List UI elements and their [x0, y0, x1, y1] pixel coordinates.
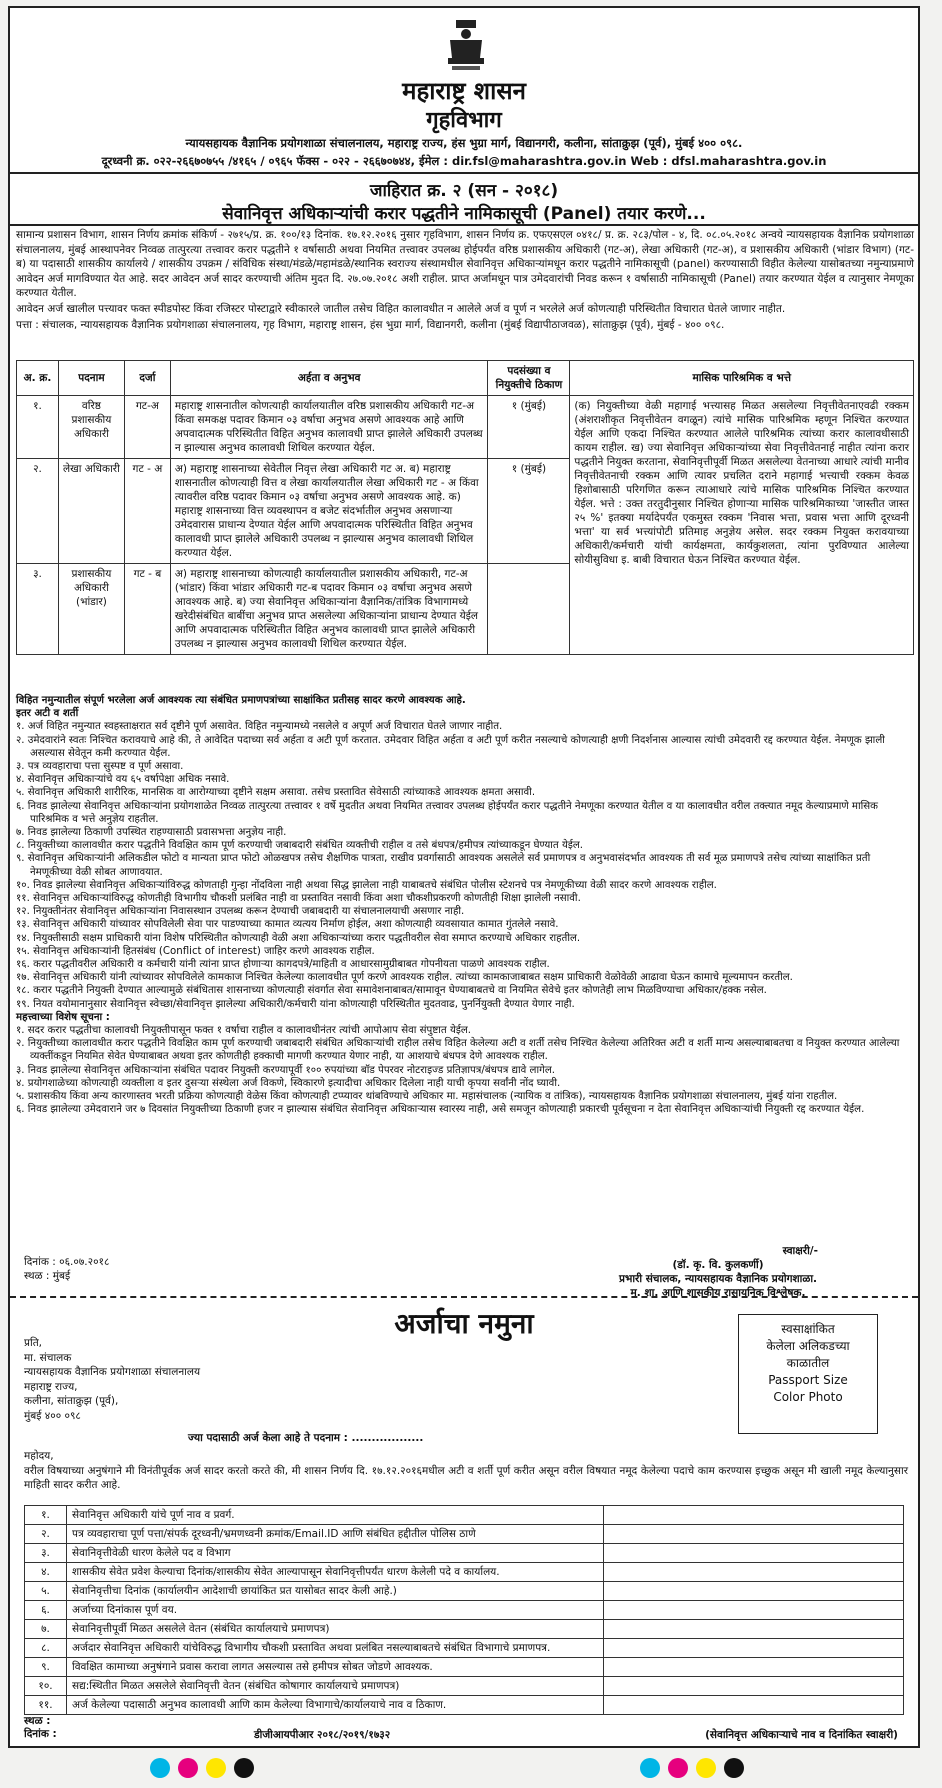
- form-row-value-field[interactable]: [604, 1506, 904, 1525]
- notes-heading: महत्त्वाच्या विशेष सूचना :: [16, 1011, 110, 1023]
- addressee-line: प्रति,: [24, 1337, 43, 1349]
- term-item: ६. निवड झालेल्या सेवानिवृत्त अधिकाऱ्यांना प्रयोगशाळेत निव्वळ तात्पुरत्या तत्त्वावर १ वर्षे मुदतीत अथवा नियमित तत्त्वावर उपलब्ध होईपर्यंत करार पद्धतीने नेमणूका करण्यात येतील व या कालावधीत वरील तक्त्यात नमूद केल्याप्रमाणे मासिक पारिश्रमिक व भत्ते अनुज्ञेय राहतील.: [16, 800, 879, 825]
- photo-text: केलेला अलिकडच्या: [766, 1339, 850, 1353]
- issue-date-place: [24, 1255, 109, 1283]
- addressee-block: [24, 1336, 200, 1423]
- govt-title: महाराष्ट्र शासन: [402, 77, 526, 105]
- form-row-value-field[interactable]: [604, 1582, 904, 1601]
- cell-grade: गट - ब: [124, 564, 170, 655]
- term-item: ३. पत्र व्यवहाराचा पत्ता सुस्पष्ट व पूर्ण असावा.: [16, 761, 184, 773]
- photo-text: Passport Size: [768, 1373, 848, 1387]
- form-row-label: अर्जदार सेवानिवृत्त अधिकारी यांचेविरुद्ध विभागीय चौकशी प्रस्तावित अथवा प्रलंबित नसल्याबाबतचे संबंधित विभागाचे प्रमाणपत्र.: [67, 1639, 604, 1658]
- form-row-number: ९.: [25, 1658, 67, 1677]
- photo-text: काळातील: [786, 1356, 830, 1370]
- cell-serial: ३.: [17, 564, 59, 655]
- form-row: [25, 1506, 904, 1525]
- request-paragraph: वरील विषयाच्या अनुषंगाने मी विनंतीपूर्वक अर्ज सादर करतो करते की, मी शासन निर्णय दि. १७.१२.२०१६मधील अटी व शर्ती पूर्ण करीत असून वरील विषयात नमूद केलेल्या पदाचे काम करण्यास इच्छुक असून मी खाली नमूद केल्यानुसार माहिती सादर करीत आहे.: [24, 1464, 908, 1491]
- term-item: १५. सेवानिवृत्त अधिकाऱ्यांनी हितसंबंध (Conflict of interest) जाहिर करणे आवश्यक राहील.: [16, 945, 375, 957]
- state-emblem-icon: [442, 18, 490, 76]
- intro-paragraph: सामान्य प्रशासन विभाग, शासन निर्णय क्रमांक संकिर्ण - २७१५/प्र. क्र. १००/१३ दिनांक. १७.१२.२०१६ नुसार गृहविभाग, शासन निर्णय क्र. एफएसएल ०४१८/ प्र. क्र. २८३/पोल - ४, दि. ०८.०५.२०१८ अन्वये न्यायसहायक वैज्ञानिक प्रयोगशाळा संचालनालय, मुंबई आस्थापनेवर निव्वळ तात्पुरत्या तत्त्वावर करार पद्धतीने १ वर्षासाठी अथवा नियमित तत्त्वावर उपलब्ध होईपर्यंत वरिष्ठ प्रशासकीय अधिकारी (गट-अ), लेखा अधिकारी (गट-अ), व प्रशासकीय अधिकारी (भांडार विभाग) (गट-ब) या पदासाठी शासकीय कार्यालये / शासकीय उपक्रम / संविधिक संस्था/मंडळे/महामंडळे/स्थानिक स्वराज्य संस्थामधील सेवानिवृत्त अधिकाऱ्यांमधून करार पद्धतीने नामिकासूची (panel) करण्यासाठी विहीत केलेल्या यासोबतच्या नमुन्याप्रमाणे आवेदन अर्ज मागविण्यात येत आहे. सदर आवेदन अर्ज सादर करण्याची अंतिम मुदत दि. २७.०७.२०१८ अशी राहील. प्राप्त अर्जामधून पात्र उमेदवारांची निवड करून १ वर्षासाठी नामिकासूची (Panel) तयार करण्यात येईल व त्यानुसार नेमणूका करण्यात येतील.: [16, 229, 914, 300]
- advertisement-page: [8, 6, 920, 1748]
- cell-grade: गट - अ: [124, 459, 170, 564]
- form-row-value-field[interactable]: [604, 1525, 904, 1544]
- photo-text: Color Photo: [773, 1390, 843, 1404]
- cell-count: १ (मुंबई): [488, 396, 570, 459]
- term-item: १६. करार पद्धतीवरील अधिकारी व कर्मचारी यांनी त्यांना प्राप्त होणाऱ्या कागदपत्रे/माहिती व आधारसामुग्रीबाबत गोपनीयता पाळणे आवश्यक राहील.: [16, 959, 550, 971]
- term-item: ७. निवड झालेल्या ठिकाणी उपस्थित राहण्यासाठी प्रवासभत्ता अनुज्ञेय नाही.: [16, 827, 287, 839]
- office-address: न्यायसहायक वैज्ञानिक प्रयोगशाळा संचालनालय, महाराष्ट्र राज्य, हंस भुग्रा मार्ग, विद्यानगरी, कलीना, सांताक्रुझ (पूर्व), मुंबई ४०० ०९८.: [185, 136, 743, 150]
- issue-date: दिनांक : ०६.०७.२०१८: [24, 1256, 110, 1268]
- form-row-value-field[interactable]: [604, 1620, 904, 1639]
- form-row: [25, 1677, 904, 1696]
- signatory-name: (डॉ. कृ. वि. कुलकर्णी): [672, 1259, 764, 1271]
- form-row-label: सेवानिवृत्तीवेळी धारण केलेले पद व विभाग: [67, 1544, 604, 1563]
- form-row: [25, 1601, 904, 1620]
- cell-qualification: अ) महाराष्ट्र शासनाच्या सेवेतील निवृत्त लेखा अधिकारी गट अ. ब) महाराष्ट्र शासनातील कोणत्याही वित्त व लेखा कार्यालयातील लेखा अधिकारी गट - अ किंवा त्यावरील वरिष्ठ पदावर किमान ०३ वर्षाचा अनुभव असणे आवश्यक आहे. क) महाराष्ट्र शासनाच्या वित्त व्यवस्थापन व बजेट संदर्भातील अनुभव असणाऱ्या उमेदवारास प्राधान्य देण्यात येईल आणि अपवादात्मक परिस्थितीत विहित अनुभव कालावधी प्राप्त झालेले अधिकारी उपलब्ध न झाल्यास अनुभव कालावधी शिथिल करण्यात येईल.: [170, 459, 488, 564]
- divider: [10, 172, 918, 174]
- print-mark-cyan: [150, 1758, 170, 1778]
- term-item: ८. नियुक्तीच्या कालावधीत करार पद्धतीने विवक्षित काम पूर्ण करण्याची जबाबदारी संबंधित व्यक्तीची राहील व तसे बंधपत्र/हमीपत्र त्यांच्याकडून घेण्यात येईल.: [16, 840, 584, 852]
- form-row-number: १०.: [25, 1677, 67, 1696]
- cell-serial: १.: [17, 396, 59, 459]
- addressee-line: न्यायसहायक वैज्ञानिक प्रयोगशाळा संचालनालय: [24, 1366, 201, 1378]
- cell-post: लेखा अधिकारी: [58, 459, 124, 564]
- intro-address: पत्ता : संचालक, न्यायसहायक वैज्ञानिक प्रयोगशाळा संचालनालय, गृह विभाग, महाराष्ट्र शासन, हंस भुग्रा मार्ग, विद्यानगरी, कलीना (मुंबई विद्यापीठाजवळ), सांताक्रुझ (पूर्व), मुंबई - ४०० ०९८.: [16, 318, 725, 331]
- request-text: [24, 1449, 908, 1493]
- form-row: [25, 1620, 904, 1639]
- note-item: ६. निवड झालेल्या उमेदवाराने जर ७ दिवसांत नियुक्तीच्या ठिकाणी हजर न झाल्यास संबंधित सेवानिवृत्त अधिकाऱ्यास स्वारस्य नाही, असे समजून कोणत्याही प्रकारची पूर्वसूचना न देता सेवानिवृत्त अधिकाऱ्यांची नियुक्ती रद्द करण्यात येईल.: [16, 1104, 865, 1116]
- terms-lead: विहित नमुन्यातील संपूर्ण भरलेला अर्ज आवश्यक त्या संबंधित प्रमाणपत्रांच्या साक्षांकित प्रतीसह सादर करणे आवश्यक आहे.: [16, 695, 466, 706]
- form-date: दिनांक :: [24, 1728, 57, 1740]
- form-footer: [24, 1715, 57, 1741]
- cell-qualification: अ) महाराष्ट्र शासनाच्या कोणत्याही कार्यालयातील प्रशासकीय अधिकारी, गट-अ (भांडार) किंवा भांडार अधिकारी गट-ब पदावर किमान ०३ वर्षाचा अनुभव असणे आवश्यक आहे. ब) ज्या सेवानिवृत्त अधिकाऱ्यांना वैज्ञानिक/तांत्रिक विभागामध्ये खरेदीसंबंधित बाबींचा अनुभव प्राप्त असलेल्या अधिकाऱ्यांना प्राधान्य देण्यात येईल आणि अपवादात्मक परिस्थितीत विहित अनुभव कालावधी प्राप्त झालेले अधिकारी उपलब्ध न झाल्यास अनुभव कालावधी शिथिल करण्यात येईल.: [170, 564, 488, 655]
- form-row-value-field[interactable]: [604, 1696, 904, 1715]
- form-row-number: ४.: [25, 1563, 67, 1582]
- cell-post: प्रशासकीय अधिकारी (भांडार): [58, 564, 124, 655]
- form-row-label: सेवानिवृत्तीपूर्वी मिळत असलेले वेतन (संबंधित कार्यालयाचे प्रमाणपत्र): [67, 1620, 604, 1639]
- table-row: [17, 396, 914, 459]
- term-item: १७. सेवानिवृत्त अधिकारी यांनी त्यांच्यावर सोपविलेले कामकाज निश्चित केलेल्या कालावधीत पूर्ण करणे आवश्यक राहील. त्यांच्या कामकाजाबाबत सक्षम प्राधिकारी वेळोवेळी आढावा घेऊन कामाचे मूल्यमापन करतील.: [16, 972, 793, 984]
- terms-list: [16, 720, 914, 1010]
- header-serial: अ. क्र.: [17, 361, 59, 396]
- header-pay: मासिक पारिश्रमिक व भत्ते: [570, 361, 914, 396]
- term-item: १९. नियत वयोमानानुसार सेवानिवृत्त स्वेच्छा/सेवानिवृत्त झालेल्या अधिकारी/कर्मचारी यांना कोणत्याही परिस्थितीत मुदतवाढ, पुनर्नियुक्ती देण्यात येणार नाही.: [16, 998, 575, 1010]
- form-place: स्थळ :: [24, 1715, 51, 1727]
- advert-number: जाहिरात क्र. २ (सन - २०१८): [369, 181, 559, 201]
- photo-text: स्वसाक्षांकित: [781, 1322, 835, 1336]
- form-row-number: ८.: [25, 1639, 67, 1658]
- form-row-value-field[interactable]: [604, 1658, 904, 1677]
- form-row-label: सेवानिवृत्तीचा दिनांक (कार्यालयीन आदेशाची छायांकित प्रत यासोबत सादर केली आहे.): [67, 1582, 604, 1601]
- signature-block: [558, 1244, 878, 1300]
- print-mark-magenta: [178, 1758, 198, 1778]
- note-item: ४. प्रयोगशाळेच्या कोणत्याही व्यक्तीला व इतर दुसऱ्या संस्थेला अर्ज विकणे, स्विकारणे इत्यादीचा अधिकार दिलेला नाही याची कृपया सर्वांनी नोंद घ्यावी.: [16, 1077, 561, 1089]
- photo-placeholder: [738, 1314, 878, 1434]
- addressee-line: महाराष्ट्र राज्य,: [24, 1380, 78, 1393]
- cell-pay: (क) नियुक्तीच्या वेळी महागाई भत्त्यासह मिळत असलेल्या निवृत्तीवेतनाएवढी रक्कम (अंशराशीकृत निवृत्तीवेतन वगळून) त्यांचे मासिक पारिश्रमिक म्हणून निश्चित करण्यात येईल आणि एकदा निश्चित करण्यात आलेले पारिश्रमिक त्यांच्या करार कालावधीसाठी कायम राहील. ख) ज्या सेवानिवृत्त अधिकाऱ्यांच्या सेवा निवृत्तीवेतनार्ह नाहीत त्यांना करार पद्धतीने नियुक्त करताना, सेवानिवृत्तीपूर्वी मिळत असलेल्या वेतनाच्या आधारे त्यांची मानीव निवृत्तीवेतनाची रक्कम आणि त्यावर प्रचलित दराने महागाई भत्त्याची रक्कम केवळ हिशोबासाठी परिगणित करून त्याआधारे त्यांचे मासिक पारिश्रमिक निश्चित करण्यात येईल. भत्ते : उक्त तरतुदीनुसार निश्चित होणाऱ्या मासिक पारिश्रमिकाच्या 'जास्तीत जास्त २५ %' इतक्या मर्यादेपर्यंत एकमुस्त रक्कम 'निवास भत्ता, प्रवास भत्ता आणि दूरध्वनी भत्ता' या सर्व भत्त्यांपोटी प्रतिमाह अनुज्ञेय असेल. सदर रक्कम नियुक्त करावयाच्या अधिकारी/कर्मचारी यांची कार्यक्षमता, कार्यकुशलता, त्यांना पुरविण्यात आलेल्या सोयीसुविधा इ. बाबी विचारात घेऊन निश्चित करण्यात येईल.: [570, 396, 914, 655]
- term-item: २. उमेदवारांने स्वतः निश्चित करावयाचे आहे की, ते आवेदित पदाच्या सर्व अर्हता व अटी पूर्ण करतात. उमेदवार विहित अर्हता व अटी पूर्ण करीत नसल्याचे कोणत्याही क्षणी निदर्शनास आल्यास त्यांची उमेदवारी रद्द करण्यात येईल. नेमणूक झाली असल्यास सेवेतून कमी करण्यात येईल.: [16, 734, 885, 759]
- form-row: [25, 1525, 904, 1544]
- signatory-designation: प्रभारी संचालक, न्यायसहायक वैज्ञानिक प्रयोगशाळा.: [618, 1273, 818, 1285]
- salutation: महोदय,: [24, 1450, 54, 1462]
- divider: [10, 1296, 918, 1298]
- intro-text: [16, 228, 914, 333]
- print-mark-magenta: [668, 1758, 688, 1778]
- form-title: अर्जाचा नमुना: [394, 1307, 534, 1340]
- divider: [10, 224, 918, 226]
- form-row-number: ११.: [25, 1696, 67, 1715]
- form-row-number: १.: [25, 1506, 67, 1525]
- addressee-line: मा. संचालक: [24, 1351, 72, 1364]
- term-item: १०. निवड झालेल्या सेवानिवृत्त अधिकाऱ्यांविरुद्ध कोणताही गुन्हा नोंदविला नाही अथवा सिद्ध झालेला नाही याबाबतचे संबंधित पोलीस स्टेशनचे पत्र नेमणूकीच्या वेळी सादर करणे आवश्यक राहील.: [16, 879, 717, 891]
- cell-count: १ (मुंबई): [488, 459, 570, 564]
- term-item: ९. सेवानिवृत्त अधिकाऱ्यांनी अलिकडील फोटो व मान्यता प्राप्त फोटो ओळखपत्र तसेच शैक्षणिक पात्रता, राखीव प्रवर्गासाठी आवश्यक असलेले सर्व प्रमाणपत्र व अनुभवासंदर्भात आवश्यक ती सर्व मूळ प्रमाणपत्रे तसेच त्यांच्या साक्षांकित प्रती नेमणूकीच्या वेळी सोबत आणावयात.: [16, 853, 871, 878]
- print-mark-yellow: [696, 1758, 716, 1778]
- form-row-label: सेवानिवृत्त अधिकारी यांचे पूर्ण नाव व प्रवर्ग.: [67, 1506, 604, 1525]
- form-row-value-field[interactable]: [604, 1601, 904, 1620]
- department-title: गृहविभाग: [426, 108, 502, 133]
- form-row: [25, 1639, 904, 1658]
- print-mark-black: [234, 1758, 254, 1778]
- form-row: [25, 1658, 904, 1677]
- term-item: ११. सेवानिवृत्त अधिकाऱ्यांविरुद्ध कोणतीही विभागीय चौकशी प्रलंबित नाही वा प्रस्तावित नसावी किंवा अशा चौकशीप्रकरणी कोणतीही शिक्षा झालेली नसावी.: [16, 893, 581, 905]
- form-row-value-field[interactable]: [604, 1677, 904, 1696]
- form-row-label: सद्य:स्थितीत मिळत असलेले सेवानिवृत्ती वेतन (संबंधित कोषागार कार्यालयाचे प्रमाणपत्र): [67, 1677, 604, 1696]
- cell-serial: २.: [17, 459, 59, 564]
- cell-count: [488, 564, 570, 655]
- office-contact: दूरध्वनी क्र. ०२२-२६६७०७५५ /४१६५ / ०९६५ फॅक्स - ०२२ - २६६७०७४४, ईमेल : dir.fsl@maharashtra.gov.in Web : dfsl.maharashtra.gov.in: [101, 154, 827, 168]
- header-grade: दर्जा: [124, 361, 170, 396]
- note-item: २. नियुक्तीच्या कालावधीत करार पद्धतीने विवक्षित काम पूर्ण करण्याची जबाबदारी संबंधित अधिकाऱ्यांची राहील तसेच विहित केलेल्या अटी व शर्ती तसेच निश्चित केलेल्या अतिरिक्त अटी व शर्ती मान्य असल्याबाबतचा व नियुक्त करण्यात आलेल्या व्यक्तींकडून नियमित सेवेत घेण्याबाबत अथवा इतर कोणतीही हक्काची मागणी करण्यात येणार नाही, या आशयाचे बंधपत्र देणे आवश्यक राहील.: [16, 1038, 900, 1063]
- header-count: पदसंख्या व नियुक्तीचे ठिकाण: [488, 361, 570, 396]
- signature-label: स्वाक्षरी/-: [782, 1245, 818, 1257]
- cell-grade: गट-अ: [124, 396, 170, 459]
- term-item: ५. सेवानिवृत्त अधिकारी शारीरिक, मानसिक वा आरोग्याच्या दृष्टीने सक्षम असावा. तसेच प्रस्तावित सेवेसाठी त्यांच्याकडे आवश्यक क्षमता असावी.: [16, 787, 536, 799]
- form-row-label: शासकीय सेवेत प्रवेश केल्याचा दिनांक/शासकीय सेवेत आल्यापासून सेवानिवृत्तीपर्यंत धारण केलेली पदे व कार्यालय.: [67, 1563, 604, 1582]
- form-row-label: अर्ज केलेल्या पदासाठी अनुभव कालावधी आणि काम केलेल्या विभागाचे/कार्यालयाचे नाव व ठिकाण.: [67, 1696, 604, 1715]
- table-header-row: [17, 361, 914, 396]
- form-row: [25, 1696, 904, 1715]
- form-row-number: २.: [25, 1525, 67, 1544]
- form-row-value-field[interactable]: [604, 1639, 904, 1658]
- form-row-value-field[interactable]: [604, 1544, 904, 1563]
- form-row: [25, 1563, 904, 1582]
- note-item: ३. निवड झालेल्या सेवानिवृत्त अधिकाऱ्यांना संबंधित पदावर नियुक्ती करण्यापूर्वी १०० रुपयांच्या बॉड पेपरवर नोटराइज्ड प्रतिज्ञापत्र/बंधपत्र द्यावे लागेल.: [16, 1064, 555, 1076]
- term-item: १४. नियुक्तीसाठी सक्षम प्राधिकारी यांना विशेष परिस्थितीत कोणत्याही वेळी अशा अधिकाऱ्यांच्या करार पद्धतीवरील सेवा समाप्त करण्याचे अधिकार राहतील.: [16, 932, 581, 944]
- terms-heading: इतर अटी व शर्ती: [16, 708, 79, 720]
- form-row-label: अर्जाच्या दिनांकास पूर्ण वय.: [67, 1601, 604, 1620]
- header-qualification: अर्हता व अनुभव: [170, 361, 488, 396]
- form-row-label: विवक्षित कामाच्या अनुषंगाने प्रवास करावा लागत असल्यास तसे हमीपत्र सोबत जोडणे आवश्यक.: [67, 1658, 604, 1677]
- addressee-line: कलीना, सांताक्रुझ (पूर्व),: [24, 1395, 119, 1407]
- posts-table: [16, 360, 914, 655]
- note-item: १. सदर करार पद्धतीचा कालावधी नियुक्तीपासून फक्त १ वर्षाचा राहील व कालावधीनंतर त्यांची आपोआप सेवा संपुष्टात येईल.: [16, 1025, 472, 1037]
- term-item: १३. सेवानिवृत्त अधिकारी यांच्यावर सोपविलेली सेवा पार पाडण्याच्या कामात व्यत्यय निर्माण होईल, अशा कोणत्याही व्यवसायात कामात गुंतलेले नसावे.: [16, 919, 559, 931]
- form-row-label: पत्र व्यवहाराचा पूर्ण पत्ता/संपर्क दूरध्वनी/भ्रमणध्वनी क्रमांक/Email.ID आणि संबंधित हद्दीतील पोलिस ठाणे: [67, 1525, 604, 1544]
- applied-post-field[interactable]: ज्या पदासाठी अर्ज केला आहे ते पदनाम : ..................: [188, 1432, 424, 1444]
- print-mark-cyan: [640, 1758, 660, 1778]
- form-row-number: ७.: [25, 1620, 67, 1639]
- terms-section: [16, 694, 914, 1117]
- form-row-number: ६.: [25, 1601, 67, 1620]
- cell-post: वरिष्ठ प्रशासकीय अधिकारी: [58, 396, 124, 459]
- application-form-table: [24, 1505, 904, 1715]
- notes-list: [16, 1024, 914, 1116]
- signatory-designation-2: म. शा. आणि शासकीय रासायनिक विश्लेषक.: [630, 1287, 806, 1299]
- cell-qualification: महाराष्ट्र शासनातील कोणत्याही कार्यालयातील वरिष्ठ प्रशासकीय अधिकारी गट-अ किंवा समकक्ष पदावर किमान ०३ वर्षाचा अनुभव असणे आवश्यक आहे आणि अपवादात्मक परिस्थितीत विहित अनुभव कालावधी प्राप्त झालेले अधिकारी उपलब्ध न झाल्यास अनुभव कालावधी शिथिल करण्यात येईल.: [170, 396, 488, 459]
- advert-title: सेवानिवृत्त अधिकाऱ्यांची करार पद्धतीने नामिकासूची (Panel) तयार करणे...: [222, 204, 706, 224]
- print-mark-black: [724, 1758, 744, 1778]
- form-row-value-field[interactable]: [604, 1563, 904, 1582]
- term-item: १. अर्ज विहित नमुन्यात स्वहस्ताक्षरात सर्व दृष्टीने पूर्ण असावेत. विहित नमुन्यामध्ये नसलेले व अपूर्ण अर्ज विचारात घेतले जाणार नाहीत.: [16, 721, 503, 733]
- intro-paragraph: आवेदन अर्ज खालील पत्त्यावर फक्त स्पीडपोस्ट किंवा रजिस्टर पोस्टाद्वारे स्वीकारले जातील तसेच विहित कालावधीत न आलेले अर्ज व पूर्ण न भरलेले अर्ज कोणत्याही परिस्थितीत विचारात घेतले जाणार नाहीत.: [16, 302, 786, 315]
- form-row: [25, 1544, 904, 1563]
- form-row: [25, 1582, 904, 1601]
- form-row-number: ३.: [25, 1544, 67, 1563]
- applicant-signature-label: (सेवानिवृत्त अधिकाऱ्याचे नाव व दिनांकित स्वाक्षरी): [705, 1729, 898, 1741]
- issue-place: स्थळ : मुंबई: [24, 1270, 71, 1282]
- note-item: ५. प्रशासकीय किंवा अन्य कारणास्तव भरती प्रक्रिया कोणत्याही वेळेस किंवा कोणत्याही टप्प्यावर थांबविण्याचे अधिकार मा. महासंचालक (न्यायिक व तांत्रिक), न्यायसहायक वैज्ञानिक प्रयोगशाळा संचालनालय, मुंबई यांना राहतील.: [16, 1091, 838, 1103]
- dgipr-code: डीजीआयपीआर २०१८/२०१९/१७३२: [254, 1729, 391, 1741]
- form-row-number: ५.: [25, 1582, 67, 1601]
- term-item: १८. करार पद्धतीने नियुक्ती देण्यात आल्यामुळे संबंधितास शासनाच्या कोणत्याही संवर्गात सेवा समावेशनाबाबत/सामावून घेण्याबाबतचे वा नियमित सेवेचे इतर कोणतेही लाभ मिळविण्याचा अधिकार/हक्क नसेल.: [16, 985, 767, 997]
- addressee-line: मुंबई ४०० ०९८: [24, 1409, 81, 1422]
- term-item: १२. नियुक्तीनंतर सेवानिवृत्त अधिकाऱ्यांना निवासस्थान उपलब्ध करून देण्याची जबाबदारी या संचालनालयाची असणार नाही.: [16, 906, 465, 918]
- term-item: ४. सेवानिवृत्त अधिकाऱ्यांचे वय ६५ वर्षापेक्षा अधिक नसावे.: [16, 774, 230, 786]
- header-post: पदनाम: [58, 361, 124, 396]
- print-mark-yellow: [206, 1758, 226, 1778]
